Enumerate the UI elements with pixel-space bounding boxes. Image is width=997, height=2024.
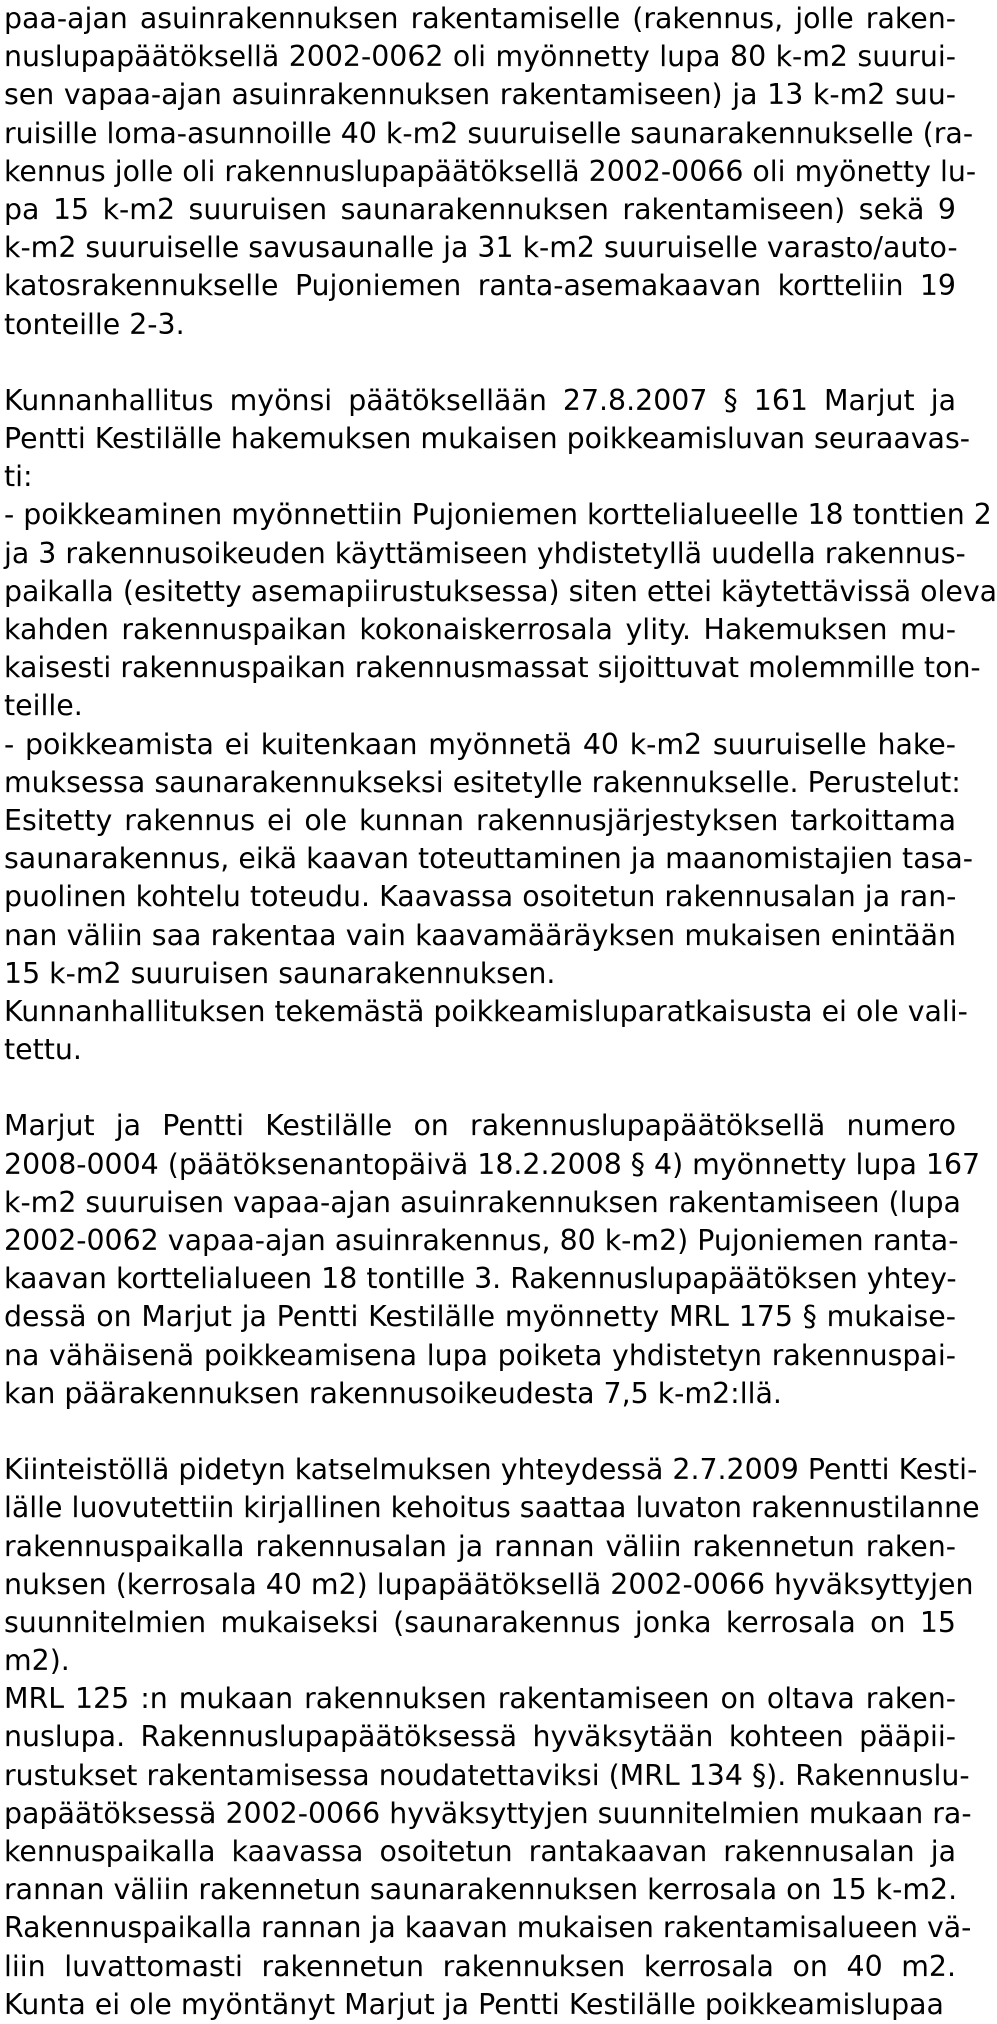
paragraph — [0, 1107, 981, 1413]
text-line: sen vapaa-ajan asuinrakennuksen rakentamiseen) ja 13 k-m2 suu- — [4, 78, 956, 112]
text-line: paa-ajan asuinrakennuksen rakentamiselle (rakennus, jolle raken- — [4, 2, 956, 35]
text-line: 2008-0004 (päätöksenantopäivä 18.2.2008 § 4) myönnetty lupa 167 — [4, 1147, 981, 1181]
paragraph-gap — [0, 1069, 960, 1107]
text-line: Marjut ja Pentti Kestilälle on rakennuslupapäätöksellä numero — [4, 1109, 956, 1143]
text-line: rustukset rakentamisessa noudatettaviksi (MRL 134 §). Rakennuslu- — [4, 1758, 970, 1792]
text-line: kennus jolle oli rakennuslupapäätöksellä 2002-0066 oli myönetty lu- — [4, 154, 977, 188]
text-line: dessä on Marjut ja Pentti Kestilälle myönnetty MRL 175 § mukaise- — [4, 1300, 956, 1334]
text-line: rakennuspaikalla rakennusalan ja rannan väliin rakennetun raken- — [4, 1529, 956, 1563]
text-line: ja 3 rakennusoikeuden käyttämiseen yhdistetyllä uudella rakennus- — [4, 536, 966, 570]
text-line: Esitetty rakennus ei ole kunnan rakennusjärjestyksen tarkoittama — [4, 803, 956, 837]
paragraph-gap — [0, 1413, 960, 1451]
text-line: paikalla (esitetty asemapiirustuksessa) siten ettei käytettävissä oleva — [4, 574, 997, 608]
text-line: Rakennuspaikalla rannan ja kaavan mukaisen rakentamisalueen vä- — [4, 1911, 972, 1945]
text-line: Kunta ei ole myöntänyt Marjut ja Pentti Kestilälle poikkeamislupaa — [4, 1987, 944, 2021]
paragraph-gap — [0, 344, 960, 382]
text-line: nuksen (kerrosala 40 m2) lupapäätöksellä 2002-0066 hyväksyttyjen — [4, 1567, 974, 1601]
text-line: Pentti Kestilälle hakemuksen mukaisen poikkeamisluvan seuraavas- — [4, 422, 970, 456]
text-line: 15 k-m2 suuruisen saunarakennuksen. — [4, 956, 556, 990]
paragraph — [0, 0, 977, 344]
paragraph — [0, 1451, 980, 2024]
text-line: ruisille loma-asunnoille 40 k-m2 suuruiselle saunarakennukselle (ra- — [4, 116, 974, 150]
text-line: kaavan korttelialueen 18 tontille 3. Rakennuslupapäätöksen yhtey- — [4, 1262, 957, 1296]
text-line: k-m2 suuruisen vapaa-ajan asuinrakennuksen rakentamiseen (lupa — [4, 1185, 961, 1219]
text-line: papäätöksessä 2002-0066 hyväksyttyjen suunnitelmien mukaan ra- — [4, 1796, 972, 1830]
text-line: muksessa saunarakennukseksi esitetylle rakennukselle. Perustelut: — [4, 765, 961, 799]
text-line: kan päärakennuksen rakennusoikeudesta 7,5 k-m2:llä. — [4, 1376, 782, 1410]
text-line: - poikkeamista ei kuitenkaan myönnetä 40 k-m2 suuruiselle hake- — [4, 727, 956, 761]
text-line: teille. — [4, 689, 83, 723]
text-line: lälle luovutettiin kirjallinen kehoitus saattaa luvaton rakennustilanne — [4, 1491, 980, 1525]
text-line: - poikkeaminen myönnettiin Pujoniemen korttelialueelle 18 tonttien 2 — [4, 498, 992, 532]
text-line: nan väliin saa rakentaa vain kaavamääräyksen mukaisen enintään — [4, 918, 956, 952]
text-line: tonteille 2-3. — [4, 307, 185, 341]
text-line: na vähäisenä poikkeamisena lupa poiketa yhdistetyn rakennuspai- — [4, 1338, 956, 1372]
text-line: katosrakennukselle Pujoniemen ranta-asemakaavan kortteliin 19 — [4, 269, 956, 303]
text-line: kaisesti rakennuspaikan rakennusmassat sijoittuvat molemmille ton- — [4, 651, 981, 685]
text-line: k-m2 suuruiselle savusaunalle ja 31 k-m2 suuruiselle varasto/auto- — [4, 231, 958, 265]
text-line: ti: — [4, 460, 33, 494]
text-line: kahden rakennuspaikan kokonaiskerrosala ylity. Hakemuksen mu- — [4, 613, 956, 646]
text-line: Kiinteistöllä pidetyn katselmuksen yhteydessä 2.7.2009 Pentti Kesti- — [4, 1453, 978, 1487]
text-line: suunnitelmien mukaiseksi (saunarakennus jonka kerrosala on 15 — [4, 1605, 956, 1639]
text-line: kennuspaikalla kaavassa osoitetun rantakaavan rakennusalan ja — [4, 1835, 956, 1868]
text-line: tettu. — [4, 1033, 82, 1067]
text-line: pa 15 k-m2 suuruisen saunarakennuksen rakentamiseen) sekä 9 — [4, 192, 956, 226]
text-line: puolinen kohtelu toteudu. Kaavassa osoitetun rakennusalan ja ran- — [4, 880, 957, 914]
text-line: 2002-0062 vapaa-ajan asuinrakennus, 80 k-m2) Pujoniemen ranta- — [4, 1224, 959, 1257]
text-line: MRL 125 :n mukaan rakennuksen rakentamiseen on oltava raken- — [4, 1682, 956, 1716]
text-line: nuslupa. Rakennuslupapäätöksessä hyväksytään kohteen pääpii- — [4, 1720, 956, 1754]
text-line: rannan väliin rakennetun saunarakennuksen kerrosala on 15 k-m2. — [4, 1873, 958, 1907]
text-line: Kunnanhallitus myönsi päätöksellään 27.8.2007 § 161 Marjut ja — [4, 383, 956, 417]
text-line: liin luvattomasti rakennetun rakennuksen kerrosala on 40 m2. — [4, 1949, 956, 1983]
text-line: saunarakennus, eikä kaavan toteuttaminen ja maanomistajien tasa- — [4, 842, 974, 876]
text-line: Kunnanhallituksen tekemästä poikkeamisluparatkaisusta ei ole vali- — [4, 994, 968, 1028]
text-line: m2). — [4, 1644, 70, 1678]
text-line: nuslupapäätöksellä 2002-0062 oli myönnetty lupa 80 k-m2 suurui- — [4, 40, 956, 74]
paragraph — [0, 382, 997, 1069]
